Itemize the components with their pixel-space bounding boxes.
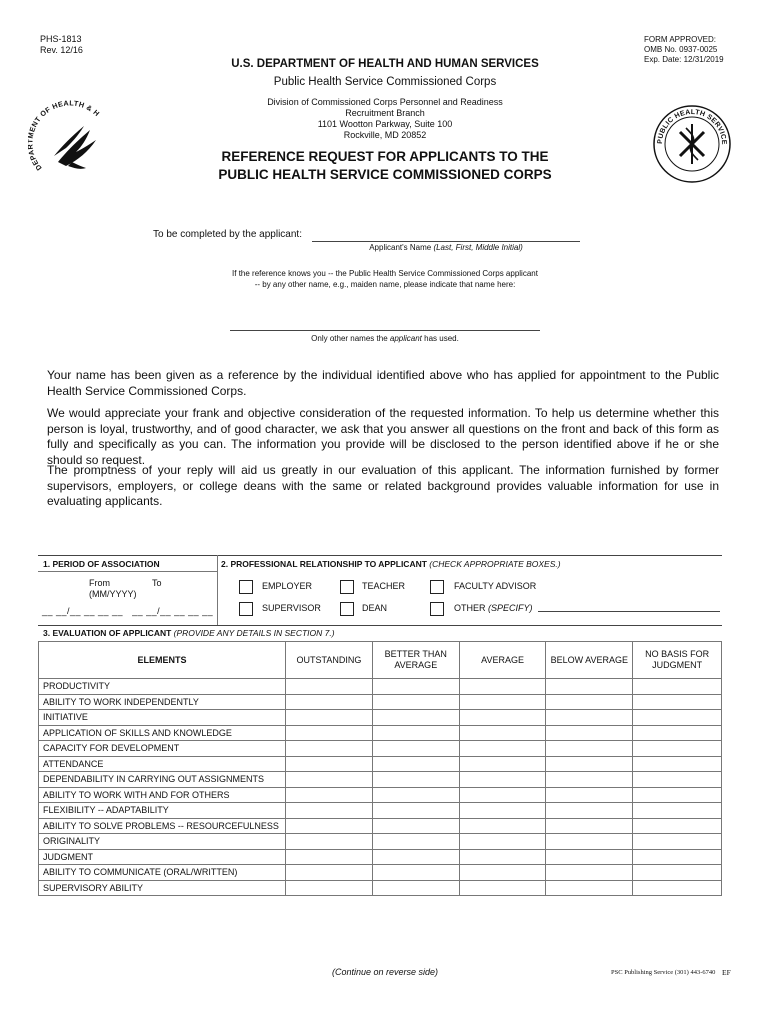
rating-cell[interactable] [546, 865, 633, 881]
rating-cell[interactable] [372, 679, 459, 695]
rating-cell[interactable] [285, 849, 372, 865]
table-row [39, 756, 722, 772]
other-names-caption-em: applicant [389, 334, 422, 343]
form-title-line-2: PUBLIC HEALTH SERVICE COMMISSIONED CORPS [218, 167, 552, 182]
other-names-caption-text: Only other names the [311, 334, 390, 343]
rating-cell[interactable] [633, 679, 722, 695]
rating-cell[interactable] [459, 849, 546, 865]
element-label: ABILITY TO COMMUNICATE (ORAL/WRITTEN) [39, 865, 286, 881]
rating-cell[interactable] [546, 834, 633, 850]
form-approved: FORM APPROVED: [644, 35, 717, 44]
section3-title-text: 3. EVALUATION OF APPLICANT [43, 628, 174, 638]
applicant-name-caption-format: (Last, First, Middle Initial) [433, 243, 523, 252]
svg-text:DEPARTMENT OF HEALTH & HUMAN S: DEP ENT OF HEALTH & H [28, 100, 102, 173]
rating-cell[interactable] [285, 710, 372, 726]
table-row [39, 787, 722, 803]
rating-cell[interactable] [546, 694, 633, 710]
rating-cell[interactable] [459, 679, 546, 695]
rating-cell[interactable] [285, 818, 372, 834]
rating-cell[interactable] [633, 834, 722, 850]
rating-cell[interactable] [633, 741, 722, 757]
rating-cell[interactable] [459, 803, 546, 819]
address-line-4: Rockville, MD 20852 [343, 130, 427, 140]
column-better-than-average: BETTER THAN AVERAGE [372, 642, 459, 679]
supervisor-checkbox[interactable] [239, 602, 253, 616]
applicant-name-caption-text: Applicant's Name [369, 243, 434, 252]
rating-cell[interactable] [546, 787, 633, 803]
rating-cell[interactable] [372, 865, 459, 881]
evaluation-header-row [39, 642, 722, 679]
applicant-name-caption [312, 243, 580, 253]
other-label-note: (SPECIFY) [488, 603, 533, 613]
footer-code: EF [722, 968, 731, 977]
teacher-checkbox[interactable] [340, 580, 354, 594]
applicant-prompt: To be completed by the applicant: [153, 229, 302, 240]
column-no-basis: NO BASIS FOR JUDGMENT [633, 642, 722, 679]
rating-cell[interactable] [633, 787, 722, 803]
rating-cell[interactable] [285, 787, 372, 803]
rating-cell[interactable] [372, 772, 459, 788]
continue-note: (Continue on reverse side) [331, 967, 439, 977]
address-line-3: 1101 Wootton Parkway, Suite 100 [317, 119, 453, 129]
dean-label: DEAN [362, 603, 388, 613]
table-row [39, 818, 722, 834]
rating-cell[interactable] [285, 756, 372, 772]
rating-cell[interactable] [372, 803, 459, 819]
address-line-1: Division of Commissioned Corps Personnel and Readiness [267, 97, 503, 107]
rating-cell[interactable] [372, 725, 459, 741]
department-name: U.S. DEPARTMENT OF HEALTH AND HUMAN SERVICES [231, 58, 539, 70]
rating-cell[interactable] [285, 803, 372, 819]
applicant-name-field[interactable] [312, 241, 580, 242]
address-line-2: Recruitment Branch [345, 108, 425, 118]
other-names-field[interactable] [230, 330, 540, 331]
rating-cell[interactable] [459, 880, 546, 896]
rating-cell[interactable] [546, 772, 633, 788]
body-paragraph-2: We would appreciate your frank and objective consideration of the requested information. To help us determine whether this person is loyal, trustworthy, and of good character, we ask that you answer all questions on the front and back of this form as fully and specifically as you can. The information you provide will be disclosed to the person identified above if he or she should so request. [47, 406, 719, 467]
element-label: FLEXIBILITY -- ADAPTABILITY [39, 803, 286, 819]
rating-cell[interactable] [285, 865, 372, 881]
employer-checkbox[interactable] [239, 580, 253, 594]
employer-label: EMPLOYER [262, 581, 313, 591]
rating-cell[interactable] [633, 710, 722, 726]
rating-cell[interactable] [285, 694, 372, 710]
section3-title-note: (PROVIDE ANY DETAILS IN SECTION 7.) [173, 628, 335, 638]
rating-cell[interactable] [285, 741, 372, 757]
date-range-field[interactable]: __ __/__ __ __ __ __ __/__ __ __ __ [42, 606, 214, 616]
element-label: JUDGMENT [39, 849, 286, 865]
element-label: APPLICATION OF SKILLS AND KNOWLEDGE [39, 725, 286, 741]
other-names-caption [230, 334, 540, 344]
rating-cell[interactable] [633, 818, 722, 834]
hhs-seal [28, 100, 112, 184]
table-row [39, 772, 722, 788]
rating-cell[interactable] [285, 725, 372, 741]
section2-title-text: 2. PROFESSIONAL RELATIONSHIP TO APPLICANT [221, 559, 430, 569]
section2-title-note: (CHECK APPROPRIATE BOXES.) [429, 559, 561, 569]
section1-title: 1. PERIOD OF ASSOCIATION [43, 559, 160, 569]
rating-cell[interactable] [372, 756, 459, 772]
element-label: ABILITY TO WORK WITH AND FOR OTHERS [39, 787, 286, 803]
table-row [39, 679, 722, 695]
section1-rule [38, 571, 218, 572]
body-paragraph-3: The promptness of your reply will aid us greatly in our evaluation of this applicant. The information furnished by former supervisors, employers, or college deans with the same or related background provides valuable information for use in evaluating applicants. [47, 463, 719, 508]
svg-text:PUBLIC HEALTH SERVICE 1798: PUBLIC HEALTH SERVICE [656, 108, 728, 145]
table-row [39, 725, 722, 741]
section3-top-rule [38, 625, 722, 626]
rating-cell[interactable] [546, 880, 633, 896]
form-revision: Rev. 12/16 [40, 45, 83, 55]
date-format-label: (MM/YYYY) [89, 589, 137, 599]
element-label: INITIATIVE [39, 710, 286, 726]
publisher-note: PSC Publishing Service (301) 443-6740 [611, 969, 716, 976]
rating-cell[interactable] [546, 741, 633, 757]
body-paragraph-1: Your name has been given as a reference by the individual identified above who has applied for appointment to the Public Health Service Commissioned Corps. [47, 368, 719, 398]
column-below-average: BELOW AVERAGE [546, 642, 633, 679]
corps-name: Public Health Service Commissioned Corps [273, 76, 497, 88]
rating-cell[interactable] [372, 710, 459, 726]
rating-cell[interactable] [459, 865, 546, 881]
rating-cell[interactable] [459, 741, 546, 757]
section2-title [221, 559, 561, 569]
form-title-line-1: REFERENCE REQUEST FOR APPLICANTS TO THE [221, 149, 549, 164]
hhs-eagle-icon [28, 100, 112, 184]
table-row [39, 710, 722, 726]
other-label-text: OTHER [454, 603, 489, 613]
section3-title [43, 628, 335, 638]
evaluation-table [38, 641, 722, 896]
rating-cell[interactable] [372, 880, 459, 896]
rating-cell[interactable] [459, 772, 546, 788]
rating-cell[interactable] [459, 725, 546, 741]
column-outstanding: OUTSTANDING [285, 642, 372, 679]
from-label: From [89, 578, 110, 588]
supervisor-label: SUPERVISOR [262, 603, 321, 613]
table-row [39, 849, 722, 865]
element-label: ORIGINALITY [39, 834, 286, 850]
table-row [39, 741, 722, 757]
rating-cell[interactable] [546, 849, 633, 865]
element-label: PRODUCTIVITY [39, 679, 286, 695]
phs-seal [652, 104, 732, 184]
rating-cell[interactable] [633, 865, 722, 881]
faculty-advisor-label: FACULTY ADVISOR [454, 581, 537, 591]
rating-cell[interactable] [546, 710, 633, 726]
rating-cell[interactable] [372, 849, 459, 865]
element-label: ATTENDANCE [39, 756, 286, 772]
other-names-instructions: If the reference knows you -- the Public Health Service Commissioned Corps applicant -- by any other name, e.g., maiden name, please indicate that name here: [232, 269, 538, 289]
section-divider [217, 555, 218, 625]
other-names-caption-suffix: has used. [421, 334, 459, 343]
rating-cell[interactable] [285, 834, 372, 850]
rating-cell[interactable] [459, 787, 546, 803]
section-top-rule [38, 555, 722, 556]
teacher-label: TEACHER [362, 581, 406, 591]
rating-cell[interactable] [546, 756, 633, 772]
rating-cell[interactable] [285, 880, 372, 896]
rating-cell[interactable] [633, 803, 722, 819]
element-label: ABILITY TO SOLVE PROBLEMS -- RESOURCEFULNESS [39, 818, 286, 834]
expiration-date: Exp. Date: 12/31/2019 [644, 55, 724, 64]
rating-cell[interactable] [372, 694, 459, 710]
rating-cell[interactable] [633, 725, 722, 741]
other-label [454, 603, 533, 613]
rating-cell[interactable] [372, 818, 459, 834]
element-label: CAPACITY FOR DEVELOPMENT [39, 741, 286, 757]
column-average: AVERAGE [459, 642, 546, 679]
to-label: To [152, 578, 162, 588]
rating-cell[interactable] [546, 803, 633, 819]
rating-cell[interactable] [459, 710, 546, 726]
element-label: SUPERVISORY ABILITY [39, 880, 286, 896]
rating-cell[interactable] [285, 679, 372, 695]
rating-cell[interactable] [372, 741, 459, 757]
table-row [39, 880, 722, 896]
rating-cell[interactable] [633, 756, 722, 772]
column-elements: ELEMENTS [39, 642, 286, 679]
rating-cell[interactable] [633, 880, 722, 896]
element-label: DEPENDABILITY IN CARRYING OUT ASSIGNMENTS [39, 772, 286, 788]
table-row [39, 834, 722, 850]
other-checkbox[interactable] [430, 602, 444, 616]
rating-cell[interactable] [633, 772, 722, 788]
rating-cell[interactable] [459, 756, 546, 772]
other-specify-field[interactable] [538, 611, 720, 612]
rating-cell[interactable] [459, 834, 546, 850]
table-row [39, 803, 722, 819]
omb-number: OMB No. 0937-0025 [644, 45, 718, 54]
element-label: ABILITY TO WORK INDEPENDENTLY [39, 694, 286, 710]
faculty-advisor-checkbox[interactable] [430, 580, 444, 594]
dean-checkbox[interactable] [340, 602, 354, 616]
rating-cell[interactable] [372, 787, 459, 803]
table-row [39, 694, 722, 710]
rating-cell[interactable] [459, 818, 546, 834]
table-row [39, 865, 722, 881]
rating-cell[interactable] [372, 834, 459, 850]
rating-cell[interactable] [546, 679, 633, 695]
rating-cell[interactable] [546, 818, 633, 834]
rating-cell[interactable] [633, 694, 722, 710]
rating-cell[interactable] [459, 694, 546, 710]
rating-cell[interactable] [546, 725, 633, 741]
rating-cell[interactable] [633, 849, 722, 865]
form-number: PHS-1813 [40, 34, 82, 44]
phs-seal-icon [652, 104, 732, 184]
rating-cell[interactable] [285, 772, 372, 788]
